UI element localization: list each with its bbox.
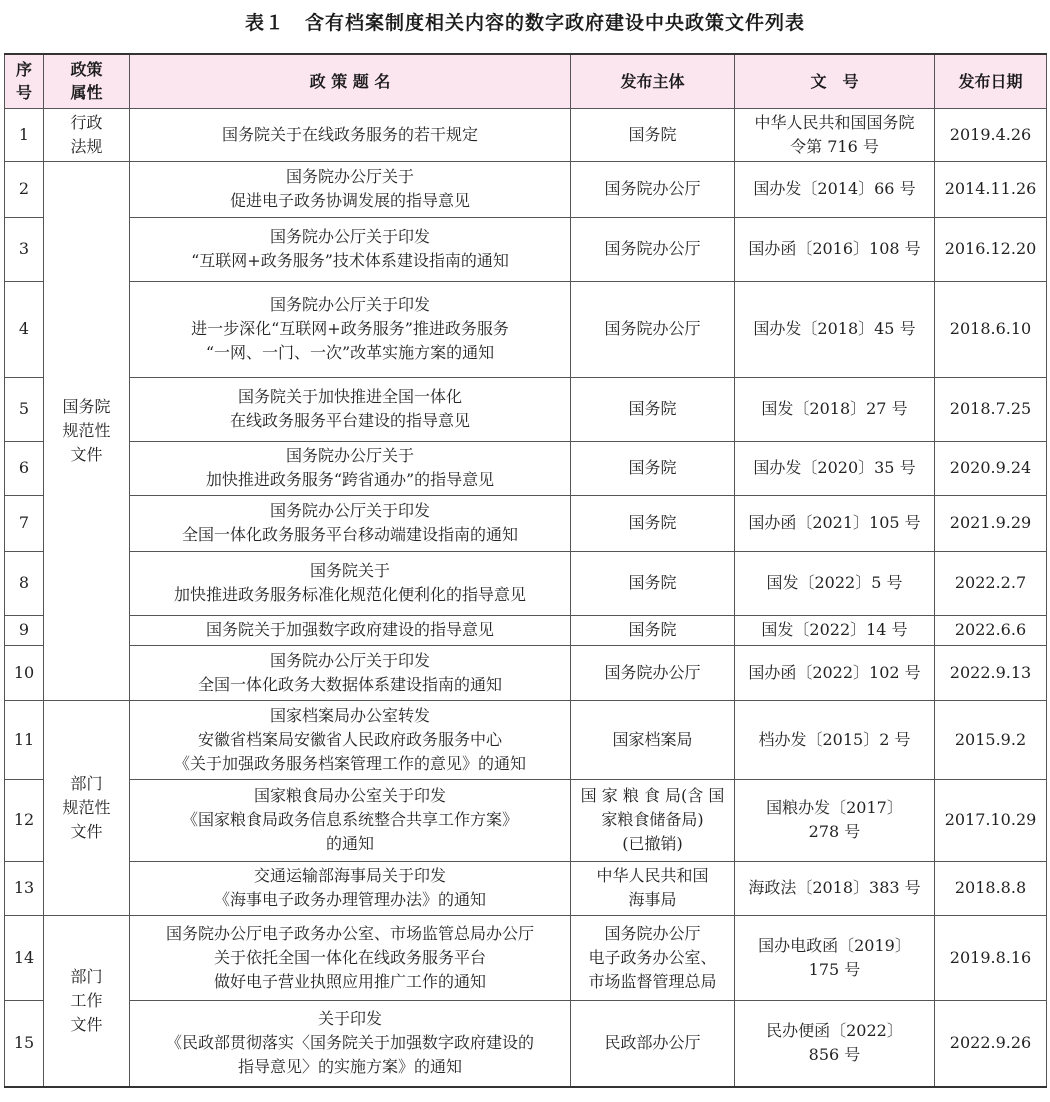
cell-doc-no: 海政法〔2018〕383 号 [735, 861, 935, 915]
cell-doc-no: 国办函〔2022〕102 号 [735, 645, 935, 700]
cell-date: 2015.9.2 [935, 700, 1047, 779]
table-row [5, 217, 1047, 281]
cell-issuer: 国 家 粮 食 局(含 国 家粮食储备局) (已撤销) [571, 779, 735, 861]
cell-doc-no: 中华人民共和国国务院 令第 716 号 [735, 108, 935, 161]
cell-date: 2016.12.20 [935, 217, 1047, 281]
cell-date: 2019.8.16 [935, 915, 1047, 1000]
cell-issuer: 国务院 [571, 615, 735, 645]
cell-no: 2 [5, 161, 44, 217]
cell-no: 6 [5, 441, 44, 495]
cell-date: 2018.8.8 [935, 861, 1047, 915]
cell-no: 15 [5, 1000, 44, 1087]
table-row [5, 645, 1047, 700]
cell-no: 9 [5, 615, 44, 645]
cell-date: 2018.6.10 [935, 281, 1047, 377]
cell-doc-no: 国发〔2022〕5 号 [735, 551, 935, 615]
cell-issuer: 国务院 [571, 108, 735, 161]
cell-no: 10 [5, 645, 44, 700]
header-title: 政 策 题 名 [130, 54, 571, 108]
cell-doc-no: 国办发〔2014〕66 号 [735, 161, 935, 217]
cell-issuer: 国务院办公厅 [571, 217, 735, 281]
cell-title: 国务院办公厅关于 促进电子政务协调发展的指导意见 [130, 161, 571, 217]
table-header-row [5, 54, 1047, 108]
cell-no: 8 [5, 551, 44, 615]
table-row [5, 915, 1047, 1000]
header-date: 发布日期 [935, 54, 1047, 108]
cell-doc-no: 档办发〔2015〕2 号 [735, 700, 935, 779]
cell-doc-no: 国办函〔2016〕108 号 [735, 217, 935, 281]
cell-date: 2022.9.26 [935, 1000, 1047, 1087]
cell-category: 部门 工作 文件 [44, 915, 130, 1087]
table-caption: 表１ 含有档案制度相关内容的数字政府建设中央政策文件列表 [244, 12, 805, 34]
cell-date: 2021.9.29 [935, 495, 1047, 551]
cell-date: 2020.9.24 [935, 441, 1047, 495]
cell-date: 2022.6.6 [935, 615, 1047, 645]
table-row [5, 108, 1047, 161]
table-row [5, 281, 1047, 377]
table-row [5, 495, 1047, 551]
table-row [5, 377, 1047, 441]
cell-date: 2018.7.25 [935, 377, 1047, 441]
cell-date: 2017.10.29 [935, 779, 1047, 861]
cell-title: 交通运输部海事局关于印发 《海事电子政务办理管理办法》的通知 [130, 861, 571, 915]
cell-issuer: 国务院 [571, 551, 735, 615]
table-row [5, 700, 1047, 779]
cell-title: 国务院关于在线政务服务的若干规定 [130, 108, 571, 161]
cell-no: 3 [5, 217, 44, 281]
cell-date: 2019.4.26 [935, 108, 1047, 161]
cell-category: 国务院 规范性 文件 [44, 161, 130, 700]
cell-title: 国务院办公厅关于印发 全国一体化政务服务平台移动端建设指南的通知 [130, 495, 571, 551]
cell-issuer: 国务院办公厅 电子政务办公室、 市场监督管理总局 [571, 915, 735, 1000]
header-issuer: 发布主体 [571, 54, 735, 108]
cell-issuer: 国家档案局 [571, 700, 735, 779]
cell-issuer: 国务院 [571, 495, 735, 551]
table-row [5, 161, 1047, 217]
cell-doc-no: 民办便函〔2022〕 856 号 [735, 1000, 935, 1087]
cell-title: 国务院办公厅关于 加快推进政务服务“跨省通办”的指导意见 [130, 441, 571, 495]
table-body [5, 108, 1047, 1087]
cell-doc-no: 国发〔2022〕14 号 [735, 615, 935, 645]
cell-no: 14 [5, 915, 44, 1000]
policy-table [4, 53, 1047, 1088]
cell-title: 国家档案局办公室转发 安徽省档案局安徽省人民政府政务服务中心 《关于加强政务服务档案管理工作的意见》的通知 [130, 700, 571, 779]
cell-title: 国务院办公厅关于印发 全国一体化政务大数据体系建设指南的通知 [130, 645, 571, 700]
cell-date: 2014.11.26 [935, 161, 1047, 217]
cell-issuer: 国务院办公厅 [571, 281, 735, 377]
cell-issuer: 中华人民共和国 海事局 [571, 861, 735, 915]
cell-title: 国务院关于加快推进全国一体化 在线政务服务平台建设的指导意见 [130, 377, 571, 441]
cell-no: 1 [5, 108, 44, 161]
cell-title: 国务院办公厅电子政务办公室、市场监管总局办公厅 关于依托全国一体化在线政务服务平台 做好电子营业执照应用推广工作的通知 [130, 915, 571, 1000]
table-row [5, 861, 1047, 915]
table-row [5, 615, 1047, 645]
cell-issuer: 民政部办公厅 [571, 1000, 735, 1087]
cell-doc-no: 国办函〔2021〕105 号 [735, 495, 935, 551]
cell-no: 5 [5, 377, 44, 441]
cell-doc-no: 国发〔2018〕27 号 [735, 377, 935, 441]
cell-date: 2022.9.13 [935, 645, 1047, 700]
cell-doc-no: 国粮办发〔2017〕 278 号 [735, 779, 935, 861]
table-row [5, 779, 1047, 861]
cell-issuer: 国务院办公厅 [571, 645, 735, 700]
cell-no: 13 [5, 861, 44, 915]
cell-no: 7 [5, 495, 44, 551]
table-row [5, 1000, 1047, 1087]
cell-category: 行政 法规 [44, 108, 130, 161]
cell-issuer: 国务院办公厅 [571, 161, 735, 217]
cell-issuer: 国务院 [571, 377, 735, 441]
header-no: 序 号 [5, 54, 44, 108]
header-doc-no: 文 号 [735, 54, 935, 108]
table-row [5, 551, 1047, 615]
cell-title: 国务院关于 加快推进政务服务标准化规范化便利化的指导意见 [130, 551, 571, 615]
cell-doc-no: 国办发〔2018〕45 号 [735, 281, 935, 377]
cell-no: 11 [5, 700, 44, 779]
cell-date: 2022.2.7 [935, 551, 1047, 615]
cell-issuer: 国务院 [571, 441, 735, 495]
cell-category: 部门 规范性 文件 [44, 700, 130, 915]
cell-title: 国务院办公厅关于印发 “互联网+政务服务”技术体系建设指南的通知 [130, 217, 571, 281]
cell-no: 4 [5, 281, 44, 377]
cell-doc-no: 国办电政函〔2019〕 175 号 [735, 915, 935, 1000]
cell-title: 关于印发 《民政部贯彻落实〈国务院关于加强数字政府建设的 指导意见〉的实施方案》的通知 [130, 1000, 571, 1087]
cell-doc-no: 国办发〔2020〕35 号 [735, 441, 935, 495]
cell-no: 12 [5, 779, 44, 861]
cell-title: 国家粮食局办公室关于印发 《国家粮食局政务信息系统整合共享工作方案》 的通知 [130, 779, 571, 861]
cell-title: 国务院办公厅关于印发 进一步深化“互联网+政务服务”推进政务服务 “一网、一门、一次”改革实施方案的通知 [130, 281, 571, 377]
table-row [5, 441, 1047, 495]
cell-title: 国务院关于加强数字政府建设的指导意见 [130, 615, 571, 645]
header-category: 政策 属性 [44, 54, 130, 108]
